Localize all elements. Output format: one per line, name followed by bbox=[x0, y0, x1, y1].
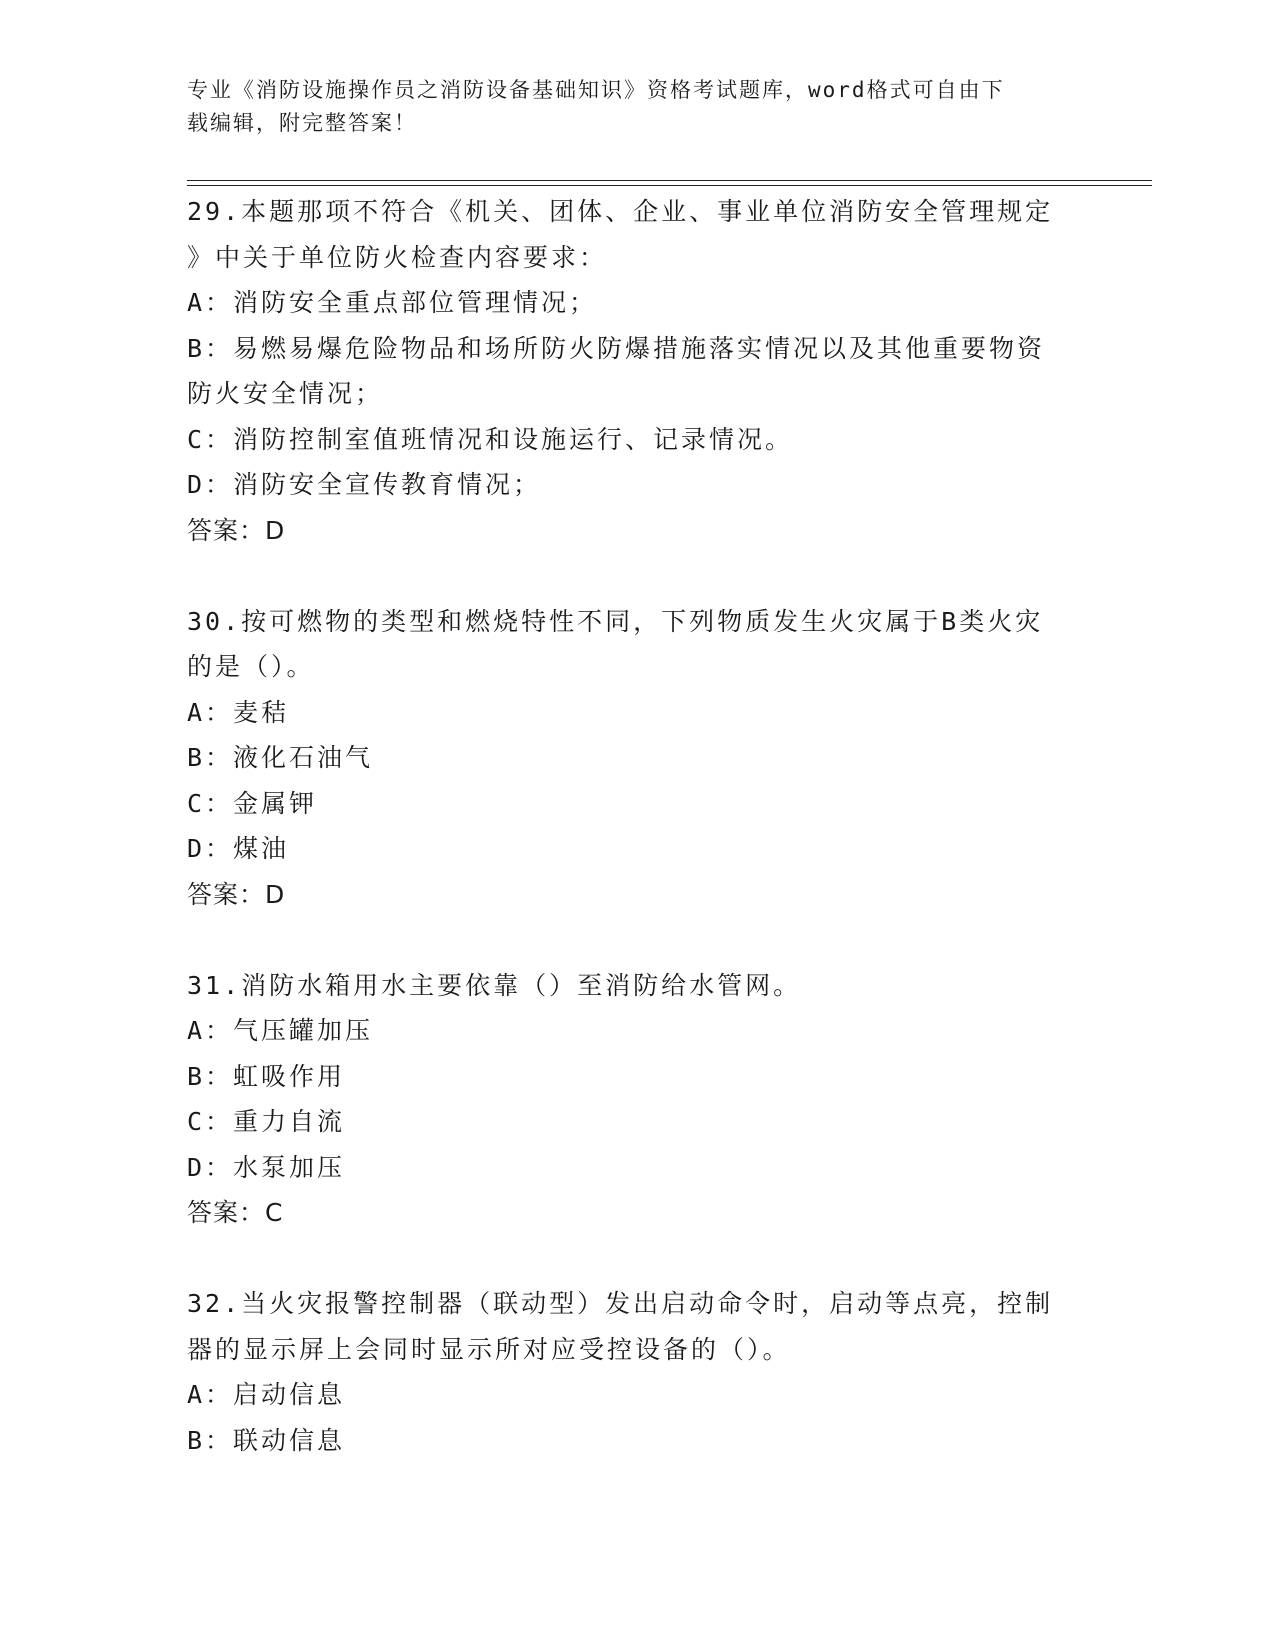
answer: 答案：C bbox=[187, 1198, 284, 1227]
option-c: C：金属钾 bbox=[187, 788, 318, 818]
option-c: C：消防控制室值班情况和设施运行、记录情况。 bbox=[187, 424, 794, 454]
question-spacer bbox=[187, 917, 1067, 963]
header-description-line-1: 专业《消防设施操作员之消防设备基础知识》资格考试题库，word格式可自由下 bbox=[187, 78, 1005, 102]
question-stem-line: 30.按可燃物的类型和燃烧特性不同，下列物质发生火灾属于B类火灾 bbox=[187, 606, 1044, 636]
answer: 答案：D bbox=[187, 879, 286, 909]
option-a: A：启动信息 bbox=[187, 1380, 346, 1409]
question-32 bbox=[187, 1281, 1067, 1463]
option-a: A：气压罐加压 bbox=[187, 1016, 374, 1045]
header-divider-top bbox=[187, 180, 1152, 181]
answer: 答案：D bbox=[187, 515, 286, 545]
question-stem-line: 的是（）。 bbox=[187, 652, 315, 681]
option-d: D：水泵加压 bbox=[187, 1152, 346, 1182]
option-d: D：煤油 bbox=[187, 834, 290, 863]
question-stem-line: 32.当火灾报警控制器（联动型）发出启动命令时，启动等点亮，控制 bbox=[187, 1289, 1054, 1318]
document-header bbox=[187, 74, 1067, 140]
question-spacer bbox=[187, 553, 1067, 599]
question-29 bbox=[187, 189, 1067, 553]
option-b: B：虹吸作用 bbox=[187, 1061, 346, 1091]
question-stem-line: 29.本题那项不符合《机关、团体、企业、事业单位消防安全管理规定 bbox=[187, 197, 1054, 226]
header-divider-bottom bbox=[187, 185, 1152, 186]
option-c: C：重力自流 bbox=[187, 1107, 346, 1136]
option-d: D：消防安全宣传教育情况； bbox=[187, 470, 542, 499]
question-30 bbox=[187, 599, 1067, 918]
question-stem-line: 》中关于单位防火检查内容要求： bbox=[187, 242, 608, 272]
option-b: B：联动信息 bbox=[187, 1425, 346, 1455]
question-list bbox=[187, 189, 1067, 1463]
option-b: B：易燃易爆危险物品和场所防火防爆措施落实情况以及其他重要物资 bbox=[187, 333, 1046, 363]
question-stem-line: 器的显示屏上会同时显示所对应受控设备的（）。 bbox=[187, 1334, 791, 1364]
question-stem-line: 31.消防水箱用水主要依靠（）至消防给水管网。 bbox=[187, 970, 802, 1000]
option-a: A：麦秸 bbox=[187, 697, 290, 727]
option-a: A：消防安全重点部位管理情况； bbox=[187, 288, 598, 317]
question-spacer bbox=[187, 1236, 1067, 1282]
question-31 bbox=[187, 963, 1067, 1236]
option-b: B：液化石油气 bbox=[187, 743, 374, 772]
header-description-line-2: 载编辑，附完整答案！ bbox=[187, 111, 417, 135]
option-b-continued: 防火安全情况； bbox=[187, 379, 384, 408]
